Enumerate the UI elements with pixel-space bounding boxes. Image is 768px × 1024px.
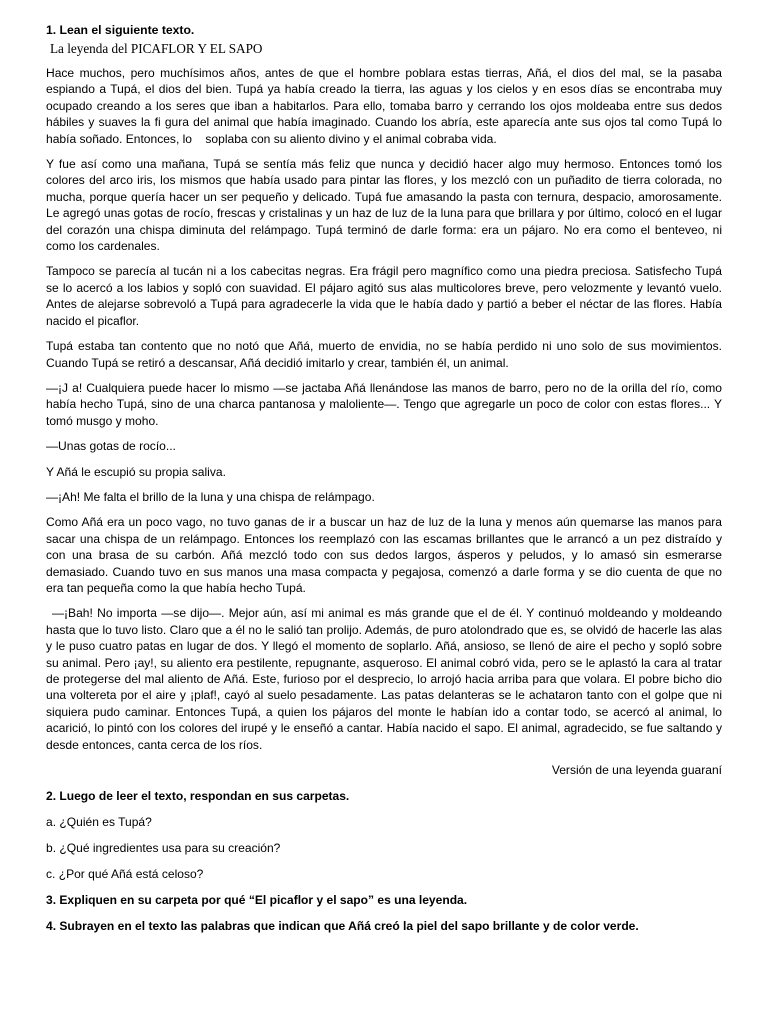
story-paragraph: Como Añá era un poco vago, no tuvo ganas de ir a buscar un haz de luz de la luna y menos aún quemarse las manos para sacar una chispa de un relámpago. Entonces los reemplazó con las escamas brillantes que le arrancó a un pez distraído y con una brasa de su carbón. Añá mezcló todo con sus dedos largos, ásperos y peludos, y lo amasó sin esmerarse demasiado. Cuando tuvo en sus manos una masa compacta y pegajosa, comenzó a darle forma y se dio cuenta de que no era tan pequeña como la que había hecho Tupá. [46,515,722,595]
story-paragraph: —¡J a! Cualquiera puede hacer lo mismo —se jactaba Añá llenándose las manos de barro, pero no de la orilla del río, como había hecho Tupá, sino de una charca pantanosa y maloliente—. Tengo que agregarle un poco de color con estas flores... Y tomó musgo y moho. [46,380,722,428]
activity-2-heading: 2. Luego de leer el texto, respondan en sus carpetas. [46,789,350,804]
story-paragraph: Y fue así como una mañana, Tupá se sentía más feliz que nunca y decidió hacer algo muy hermoso. Entonces tomó los colores del arco iris, los mismos que había usado para pintar las flores, y los mezcló con un puñadito de tierra colorada, no mucha, porque quería hacer un ser pequeño y delicado. Tupá fue amasando la pasta con ternura, despacio, amorosamente. Le agregó unas gotas de rocío, frescas y cristalinas y un haz de luz de la luna para que brillara y por último, colocó en el lugar del corazón una chispa diminuta del relámpago. Tupá terminó de darle forma: era un pájaro. No era como el benteveo, ni como los cardenales. [46,157,722,254]
story-paragraph: —¡Ah! Me falta el brillo de la luna y una chispa de relámpago. [46,489,375,504]
document-page [46,22,726,944]
activity-1-heading: 1. Lean el siguiente texto. [46,23,195,37]
story-paragraph: —¡Bah! No importa —se dijo—. Mejor aún, así mi animal es más grande que el de él. Y continuó moldeando y moldeando hasta que lo tuvo listo. Claro que a él no le salió tan prolijo. Además, de puro atolondrado que es, se olvidó de hacerle las alas y le puso cuatro patas en lugar de dos. Y llegó el momento de soplarlo. Añá, ansioso, se llenó de aire el pecho y sopló sobre su animal. Pero ¡ay!, su aliento era pestilente, repugnante, asqueroso. El animal cobró vida, pero se le aplastó la cara al tratar de protegerse del mal aliento de Añá. Este, furioso por el desprecio, lo arrojó hacia arriba para que volara. El pobre bicho dio una voltereta por el aire y ¡plaf!, cayó al suelo pesadamente. Las patas delanteras se le achataron tanto con el golpe que ni siquiera pudo caminar. Entonces Tupá, a quien los pájaros del monte le habían ido a contar todo, se acercó al animal, lo acarició, lo pintó con los colores del irupé y le enseñó a cantar. Había nacido el sapo. El animal, agradecido, se fue saltando y desde entonces, canta cerca de los ríos. [46,606,722,752]
story-paragraph: Y Añá le escupió su propia saliva. [46,464,226,479]
question-item: a. ¿Quién es Tupá? [46,815,152,830]
story-paragraph: Hace muchos, pero muchísimos años, antes de que el hombre poblara estas tierras, Añá, el dios del mal, se la pasaba espiando a Tupá, el dios del bien. Tupá ya había creado la tierra, las aguas y los cielos y en esos días se encontraba muy ocupado creando a los seres que iban a habitarlos. Para ello, tomaba barro y cerrando los ojos moldeaba entre sus dedos hábiles y suaves la fi gura del animal que había imaginado. Cuando los abría, este aparecía ante sus ojos tal como Tupá lo había soñado. Entonces, lo soplaba con su aliento divino y el animal cobraba vida. [46,66,726,146]
story-source: Versión de una leyenda guaraní [551,763,722,778]
story-paragraph: Tupá estaba tan contento que no notó que Añá, muerto de envidia, no se había perdido ni uno solo de sus movimientos. Cuando Tupá se retiró a descansar, Añá decidió imitarlo y crear, también él, un animal. [46,339,722,370]
question-item: c. ¿Por qué Añá está celoso? [46,867,204,882]
story-paragraph: Tampoco se parecía al tucán ni a los cabecitas negras. Era frágil pero magnífico como una piedra preciosa. Satisfecho Tupá se lo acercó a los labios y sopló con suavidad. El pájaro agitó sus alas multicolores breve, pero velozmente y levantó vuelo. Antes de alejarse sobrevoló a Tupá para agradecerle la vida que le había dado y partió a beber el néctar de las flores. Había nacido el picaflor. [46,264,722,328]
story-title: La leyenda del PICAFLOR Y EL SAPO [50,41,263,56]
story-paragraph: —Unas gotas de rocío... [46,439,176,454]
activity-4-heading: 4. Subrayen en el texto las palabras que indican que Añá creó la piel del sapo brillante y de color verde. [46,919,639,934]
activity-3-heading: 3. Expliquen en su carpeta por qué “El picaflor y el sapo” es una leyenda. [46,893,468,908]
question-item: b. ¿Qué ingredientes usa para su creación? [46,841,281,856]
